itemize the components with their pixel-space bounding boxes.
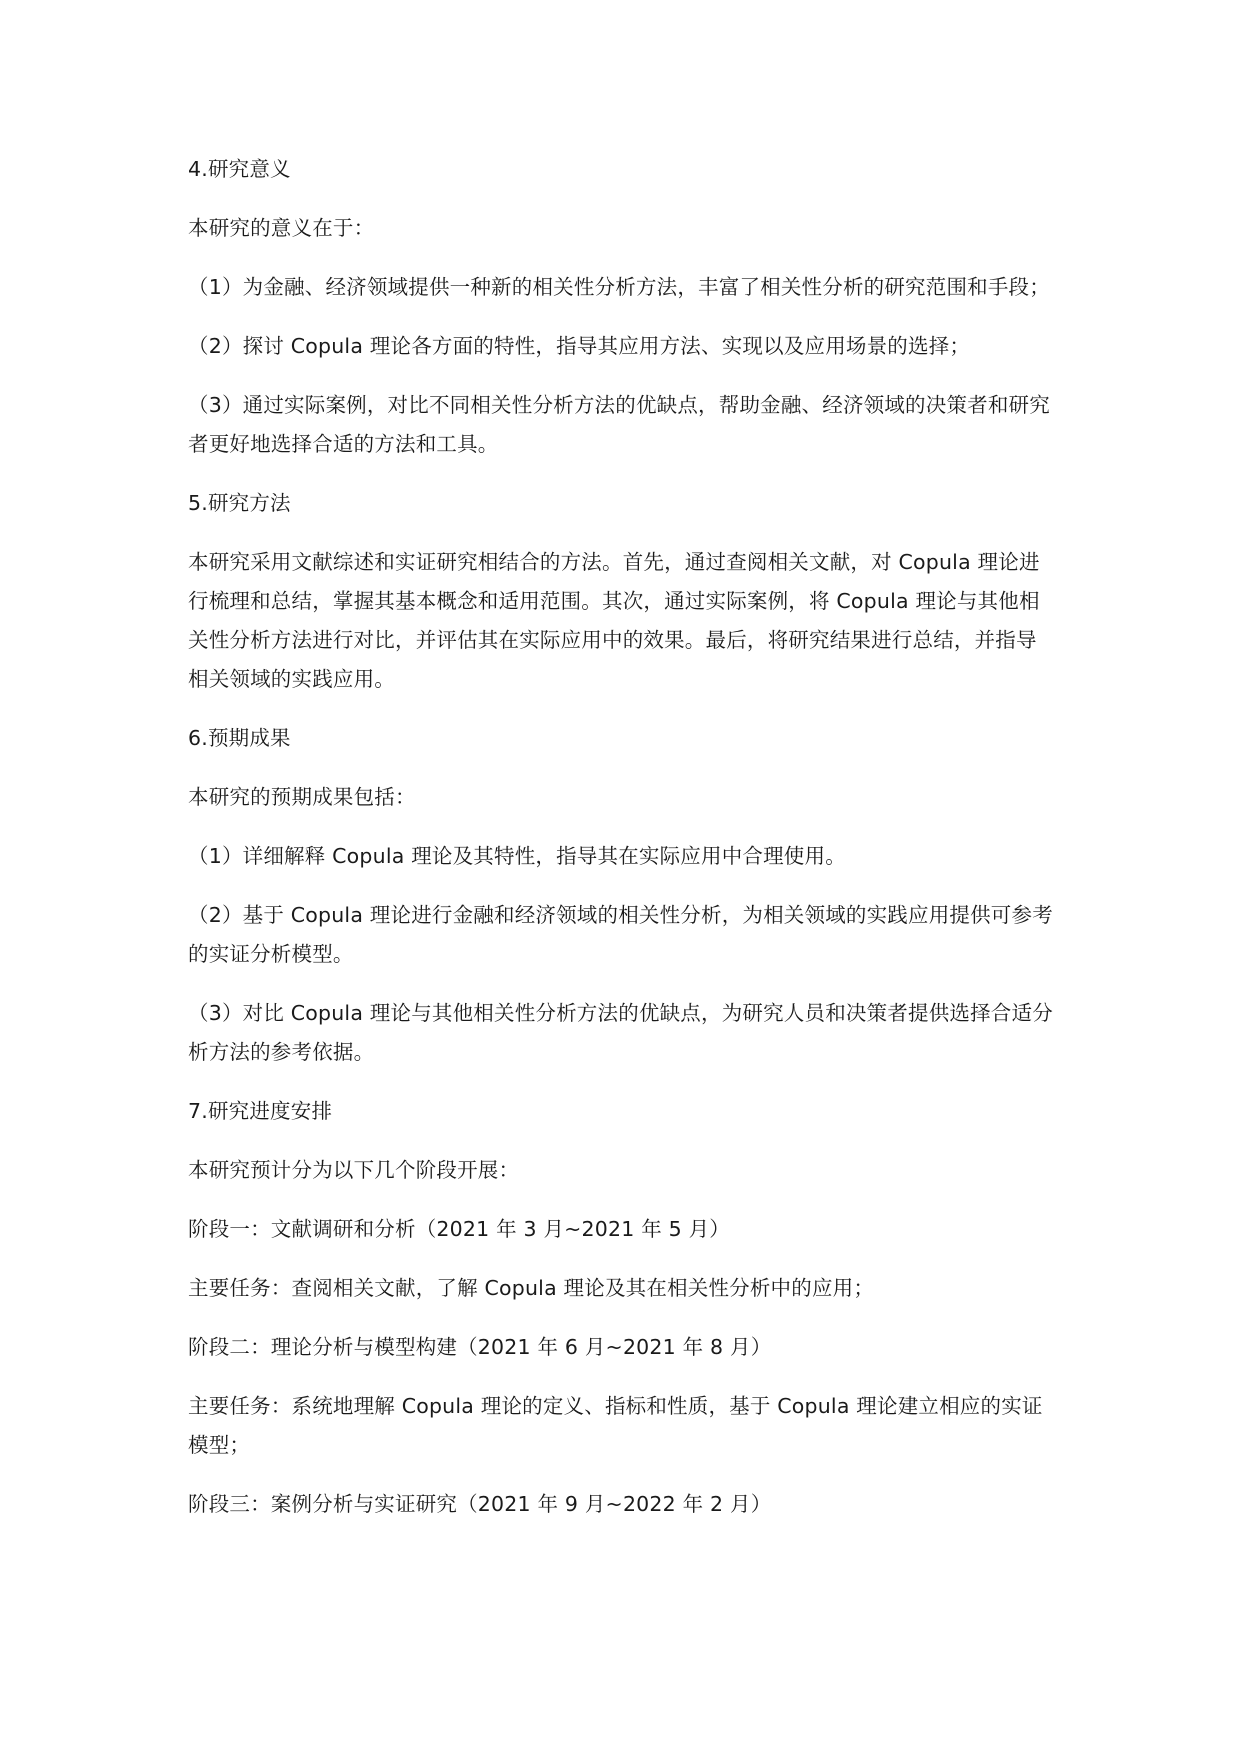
paragraph-significance-item-3: （3）通过实际案例，对比不同相关性分析方法的优缺点，帮助金融、经济领域的决策者和研究者更好地选择合适的方法和工具。 (188, 393, 1050, 456)
paragraph-stage-1: 阶段一：文献调研和分析（2021 年 3 月~2021 年 5 月） (188, 1217, 731, 1241)
section-heading-research-significance: 4.研究意义 (188, 157, 291, 181)
paragraph-stage-2: 阶段二：理论分析与模型构建（2021 年 6 月~2021 年 8 月） (188, 1335, 772, 1359)
paragraph-stage-2-task: 主要任务：系统地理解 Copula 理论的定义、指标和性质，基于 Copula 理论建立相应的实证模型； (188, 1394, 1043, 1457)
section-heading-research-method: 5.研究方法 (188, 491, 291, 515)
paragraph-significance-item-2: （2）探讨 Copula 理论各方面的特性，指导其应用方法、实现以及应用场景的选择； (188, 334, 971, 358)
paragraph-results-item-2: （2）基于 Copula 理论进行金融和经济领域的相关性分析，为相关领域的实践应用提供可参考的实证分析模型。 (188, 903, 1053, 966)
paragraph-results-item-1: （1）详细解释 Copula 理论及其特性，指导其在实际应用中合理使用。 (188, 844, 846, 868)
document-page (188, 150, 1054, 1544)
paragraph-significance-intro: 本研究的意义在于： (188, 216, 375, 240)
paragraph-stage-1-task: 主要任务：查阅相关文献，了解 Copula 理论及其在相关性分析中的应用； (188, 1276, 875, 1300)
paragraph-results-item-3: （3）对比 Copula 理论与其他相关性分析方法的优缺点，为研究人员和决策者提供选择合适分析方法的参考依据。 (188, 1001, 1053, 1064)
paragraph-significance-item-1: （1）为金融、经济领域提供一种新的相关性分析方法，丰富了相关性分析的研究范围和手段； (188, 275, 1050, 299)
section-heading-expected-results: 6.预期成果 (188, 726, 291, 750)
section-heading-schedule: 7.研究进度安排 (188, 1099, 333, 1123)
paragraph-stage-3: 阶段三：案例分析与实证研究（2021 年 9 月~2022 年 2 月） (188, 1492, 772, 1516)
paragraph-schedule-intro: 本研究预计分为以下几个阶段开展： (188, 1158, 520, 1182)
paragraph-results-intro: 本研究的预期成果包括： (188, 785, 416, 809)
paragraph-method: 本研究采用文献综述和实证研究相结合的方法。首先，通过查阅相关文献，对 Copula 理论进行梳理和总结，掌握其基本概念和适用范围。其次，通过实际案例，将 Copula 理论与其他相关性分析方法进行对比，并评估其在实际应用中的效果。最后，将研究结果进行总结，并指导相关领域的实践应用。 (188, 550, 1040, 691)
